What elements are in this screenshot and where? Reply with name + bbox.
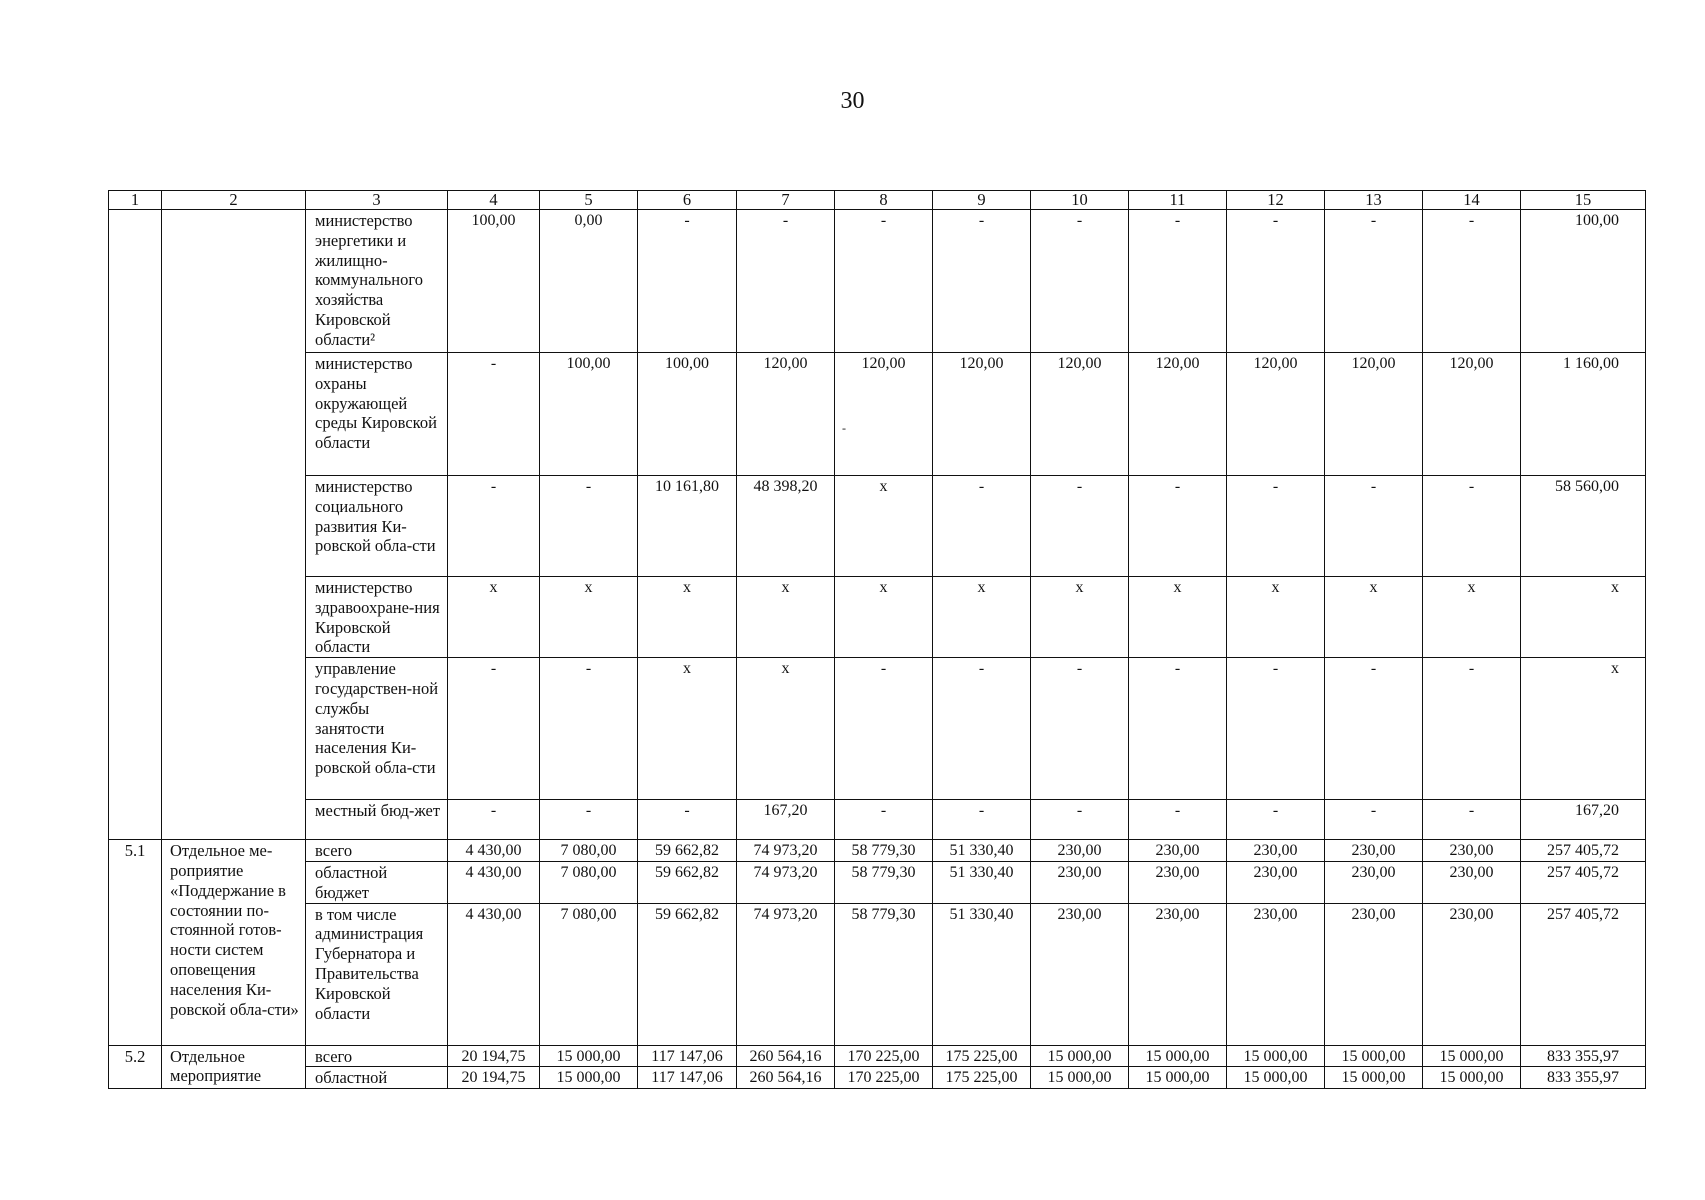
value-cell: - bbox=[1227, 210, 1325, 353]
value-cell: 170 225,00 bbox=[835, 1067, 933, 1089]
funding-source: министерство охраны окружающей среды Кировской области bbox=[306, 353, 448, 476]
value-cell: - bbox=[1031, 800, 1129, 840]
total-cell: 167,20 bbox=[1521, 800, 1646, 840]
value-cell: - bbox=[448, 353, 540, 476]
value-cell: 230,00 bbox=[1325, 840, 1423, 862]
total-cell: х bbox=[1521, 577, 1646, 658]
total-cell: 833 355,97 bbox=[1521, 1045, 1646, 1067]
value-cell: 230,00 bbox=[1227, 840, 1325, 862]
table-row bbox=[109, 840, 1646, 862]
total-cell: 257 405,72 bbox=[1521, 861, 1646, 903]
total-cell: 1 160,00 bbox=[1521, 353, 1646, 476]
value-cell: 120,00 bbox=[1129, 353, 1227, 476]
value-cell: 260 564,16 bbox=[737, 1067, 835, 1089]
value-cell: 230,00 bbox=[1423, 840, 1521, 862]
value-cell: 175 225,00 bbox=[933, 1045, 1031, 1067]
value-cell: 15 000,00 bbox=[1325, 1045, 1423, 1067]
value-cell: 120,00 bbox=[1227, 353, 1325, 476]
value-cell: 51 330,40 bbox=[933, 903, 1031, 1045]
value-cell: - bbox=[1031, 658, 1129, 800]
table-row bbox=[109, 577, 1646, 658]
value-cell: 230,00 bbox=[1227, 861, 1325, 903]
value-cell: 4 430,00 bbox=[448, 903, 540, 1045]
value-cell: 117 147,06 bbox=[638, 1067, 737, 1089]
total-cell: 58 560,00 bbox=[1521, 476, 1646, 577]
table-row bbox=[109, 1067, 1646, 1089]
column-number: 15 bbox=[1521, 191, 1646, 210]
value-cell: - bbox=[1031, 210, 1129, 353]
value-cell: - bbox=[448, 800, 540, 840]
funding-source: областной бюджет bbox=[306, 861, 448, 903]
total-cell: 257 405,72 bbox=[1521, 840, 1646, 862]
value-cell: - bbox=[933, 210, 1031, 353]
value-cell: х bbox=[1227, 577, 1325, 658]
value-cell: - bbox=[638, 800, 737, 840]
column-number: 13 bbox=[1325, 191, 1423, 210]
value-cell: - bbox=[540, 658, 638, 800]
value-cell: - bbox=[1423, 476, 1521, 577]
value-cell: 58 779,30 bbox=[835, 861, 933, 903]
value-cell: х bbox=[737, 658, 835, 800]
column-number: 5 bbox=[540, 191, 638, 210]
value-cell: - bbox=[1227, 658, 1325, 800]
value-cell: 15 000,00 bbox=[1423, 1067, 1521, 1089]
table-row bbox=[109, 210, 1646, 353]
value-cell: 230,00 bbox=[1423, 861, 1521, 903]
value-cell: - bbox=[835, 800, 933, 840]
value-cell: - bbox=[638, 210, 737, 353]
value-cell: - bbox=[1423, 210, 1521, 353]
funding-source: управление государствен-ной службы занятости населения Ки-ровской обла-сти bbox=[306, 658, 448, 800]
value-cell: 58 779,30 bbox=[835, 840, 933, 862]
column-number: 8 bbox=[835, 191, 933, 210]
value-cell: 15 000,00 bbox=[1031, 1067, 1129, 1089]
column-number: 4 bbox=[448, 191, 540, 210]
value-cell: 230,00 bbox=[1129, 861, 1227, 903]
value-cell: 230,00 bbox=[1031, 861, 1129, 903]
value-cell: 120,00 bbox=[1423, 353, 1521, 476]
funding-source: всего bbox=[306, 840, 448, 862]
total-cell: 257 405,72 bbox=[1521, 903, 1646, 1045]
value-cell: х bbox=[540, 577, 638, 658]
value-cell: - bbox=[1129, 658, 1227, 800]
value-cell: 48 398,20 bbox=[737, 476, 835, 577]
value-cell: 15 000,00 bbox=[1227, 1067, 1325, 1089]
value-cell: 7 080,00 bbox=[540, 903, 638, 1045]
value-cell: 15 000,00 bbox=[540, 1067, 638, 1089]
value-cell: 15 000,00 bbox=[1031, 1045, 1129, 1067]
value-cell: х bbox=[448, 577, 540, 658]
value-cell: 7 080,00 bbox=[540, 861, 638, 903]
value-cell: 100,00 bbox=[638, 353, 737, 476]
value-cell: 230,00 bbox=[1325, 903, 1423, 1045]
value-cell: 230,00 bbox=[1227, 903, 1325, 1045]
column-number: 11 bbox=[1129, 191, 1227, 210]
value-cell: 167,20 bbox=[737, 800, 835, 840]
value-cell: 120,00 bbox=[1325, 353, 1423, 476]
table-row bbox=[109, 1045, 1646, 1067]
value-cell: - bbox=[737, 210, 835, 353]
value-cell: 230,00 bbox=[1031, 903, 1129, 1045]
budget-table bbox=[108, 190, 1646, 1089]
row-index: 5.1 bbox=[109, 840, 162, 1045]
scan-mark: - bbox=[842, 421, 846, 435]
value-cell: 230,00 bbox=[1325, 861, 1423, 903]
value-cell: х bbox=[638, 658, 737, 800]
value-cell: 120,00 bbox=[933, 353, 1031, 476]
measure-label: Отдельное ме-роприятие «Поддержание в состоянии по-стоянной готов-ности систем оповещения населения Ки-ровской обла-сти» bbox=[162, 840, 306, 1045]
value-cell: х bbox=[1423, 577, 1521, 658]
value-cell: - bbox=[1325, 800, 1423, 840]
value-cell: 120,00 bbox=[835, 353, 933, 476]
value-cell: - bbox=[1031, 476, 1129, 577]
value-cell: х bbox=[1129, 577, 1227, 658]
column-number: 9 bbox=[933, 191, 1031, 210]
total-cell: 100,00 bbox=[1521, 210, 1646, 353]
value-cell: 59 662,82 bbox=[638, 861, 737, 903]
value-cell: - bbox=[933, 800, 1031, 840]
value-cell: 15 000,00 bbox=[1227, 1045, 1325, 1067]
value-cell: 117 147,06 bbox=[638, 1045, 737, 1067]
value-cell: 15 000,00 bbox=[540, 1045, 638, 1067]
funding-source: министерство здравоохране-ния Кировской области bbox=[306, 577, 448, 658]
value-cell: 51 330,40 bbox=[933, 840, 1031, 862]
column-number: 12 bbox=[1227, 191, 1325, 210]
value-cell: 15 000,00 bbox=[1129, 1067, 1227, 1089]
value-cell: - bbox=[448, 658, 540, 800]
value-cell: - bbox=[1325, 658, 1423, 800]
value-cell: - bbox=[448, 476, 540, 577]
funding-source: министерство энергетики и жилищно-коммунального хозяйства Кировской области² bbox=[306, 210, 448, 353]
value-cell: 230,00 bbox=[1129, 903, 1227, 1045]
value-cell: - bbox=[835, 210, 933, 353]
value-cell: - bbox=[1129, 210, 1227, 353]
value-cell: - bbox=[1129, 800, 1227, 840]
value-cell: 100,00 bbox=[448, 210, 540, 353]
value-cell: 0,00 bbox=[540, 210, 638, 353]
column-number: 14 bbox=[1423, 191, 1521, 210]
value-cell: 74 973,20 bbox=[737, 861, 835, 903]
value-cell: - bbox=[540, 800, 638, 840]
measure-label: Отдельное мероприятие bbox=[162, 1045, 306, 1089]
value-cell: - bbox=[933, 476, 1031, 577]
value-cell: 4 430,00 bbox=[448, 861, 540, 903]
table-row bbox=[109, 476, 1646, 577]
value-cell: - bbox=[1227, 476, 1325, 577]
value-cell: х bbox=[835, 476, 933, 577]
funding-source: местный бюд-жет bbox=[306, 800, 448, 840]
value-cell: 20 194,75 bbox=[448, 1067, 540, 1089]
column-number: 1 bbox=[109, 191, 162, 210]
table-row bbox=[109, 861, 1646, 903]
value-cell: 58 779,30 bbox=[835, 903, 933, 1045]
total-cell: х bbox=[1521, 658, 1646, 800]
column-number: 7 bbox=[737, 191, 835, 210]
value-cell: - bbox=[1325, 476, 1423, 577]
value-cell: - bbox=[1129, 476, 1227, 577]
value-cell: 59 662,82 bbox=[638, 840, 737, 862]
measure-label bbox=[162, 210, 306, 840]
value-cell: х bbox=[737, 577, 835, 658]
value-cell: 10 161,80 bbox=[638, 476, 737, 577]
table-row bbox=[109, 903, 1646, 1045]
value-cell: 7 080,00 bbox=[540, 840, 638, 862]
value-cell: 175 225,00 bbox=[933, 1067, 1031, 1089]
value-cell: - bbox=[1325, 210, 1423, 353]
value-cell: 120,00 bbox=[737, 353, 835, 476]
value-cell: - bbox=[1423, 800, 1521, 840]
table-row bbox=[109, 800, 1646, 840]
value-cell: х bbox=[638, 577, 737, 658]
value-cell: х bbox=[933, 577, 1031, 658]
page-number: 30 bbox=[840, 88, 865, 114]
value-cell: 260 564,16 bbox=[737, 1045, 835, 1067]
value-cell: 59 662,82 bbox=[638, 903, 737, 1045]
value-cell: х bbox=[1325, 577, 1423, 658]
value-cell: 120,00 bbox=[1031, 353, 1129, 476]
value-cell: 51 330,40 bbox=[933, 861, 1031, 903]
value-cell: 4 430,00 bbox=[448, 840, 540, 862]
column-number: 3 bbox=[306, 191, 448, 210]
value-cell: х bbox=[1031, 577, 1129, 658]
row-index bbox=[109, 210, 162, 840]
value-cell: - bbox=[933, 658, 1031, 800]
funding-source: министерство социального развития Ки-ровской обла-сти bbox=[306, 476, 448, 577]
funding-source: всего bbox=[306, 1045, 448, 1067]
column-number: 6 bbox=[638, 191, 737, 210]
value-cell: - bbox=[540, 476, 638, 577]
column-number-row bbox=[109, 191, 1646, 210]
value-cell: 74 973,20 bbox=[737, 903, 835, 1045]
value-cell: 15 000,00 bbox=[1129, 1045, 1227, 1067]
value-cell: 20 194,75 bbox=[448, 1045, 540, 1067]
funding-source: в том числе администрация Губернатора и Правительства Кировской области bbox=[306, 903, 448, 1045]
column-number: 10 bbox=[1031, 191, 1129, 210]
table-row bbox=[109, 658, 1646, 800]
value-cell: 230,00 bbox=[1129, 840, 1227, 862]
column-number: 2 bbox=[162, 191, 306, 210]
value-cell: 100,00 bbox=[540, 353, 638, 476]
funding-source: областной bbox=[306, 1067, 448, 1089]
value-cell: - bbox=[835, 658, 933, 800]
table-row bbox=[109, 353, 1646, 476]
row-index: 5.2 bbox=[109, 1045, 162, 1089]
value-cell: 74 973,20 bbox=[737, 840, 835, 862]
value-cell: х bbox=[835, 577, 933, 658]
value-cell: 15 000,00 bbox=[1325, 1067, 1423, 1089]
value-cell: 15 000,00 bbox=[1423, 1045, 1521, 1067]
value-cell: - bbox=[1423, 658, 1521, 800]
total-cell: 833 355,97 bbox=[1521, 1067, 1646, 1089]
value-cell: - bbox=[1227, 800, 1325, 840]
value-cell: 230,00 bbox=[1423, 903, 1521, 1045]
value-cell: 170 225,00 bbox=[835, 1045, 933, 1067]
value-cell: 230,00 bbox=[1031, 840, 1129, 862]
